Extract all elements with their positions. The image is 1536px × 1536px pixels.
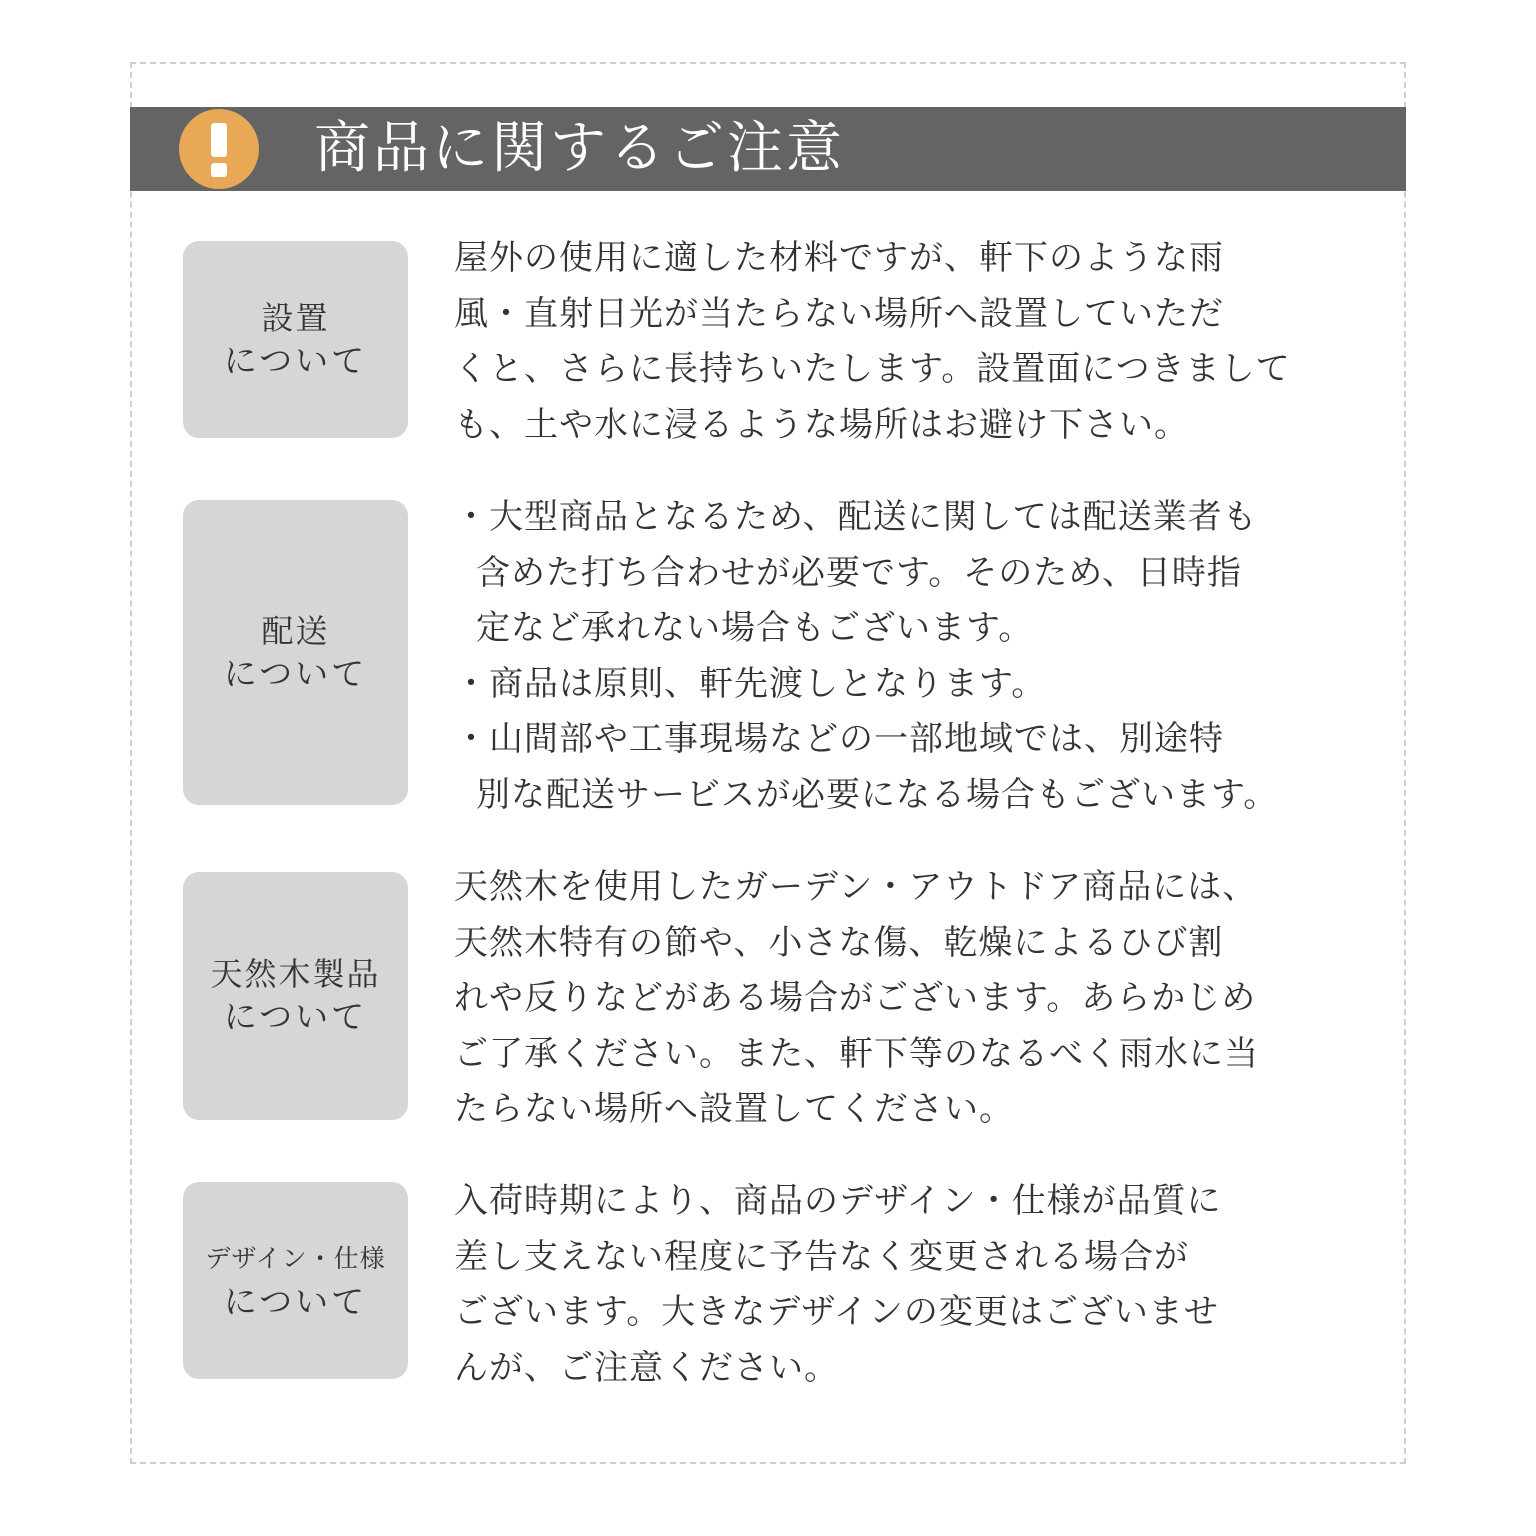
text-line: 天然木を使用したガーデン・アウトドア商品には、 (454, 867, 1258, 907)
text-line: ご了承ください。また、軒下等のなるべく雨水に当 (454, 1033, 1259, 1074)
section-text-natural-wood (454, 860, 1394, 1138)
text-line: 入荷時期により、商品のデザイン・仕様が品質に (454, 1181, 1222, 1221)
text-line: ・大型商品となるため、配送に関しては配送業者も (454, 497, 1258, 537)
section-text-design-spec (454, 1174, 1394, 1396)
section-label-delivery (183, 500, 408, 805)
section-label-title: デザイン・仕様 (205, 1243, 386, 1273)
text-line: 屋外の使用に適した材料ですが、軒下のような雨 (454, 238, 1224, 278)
text-line: ・山間部や工事現場などの一部地域では、別途特 (454, 719, 1224, 759)
text-line: 含めた打ち合わせが必要です。そのため、日時指 (476, 552, 1242, 593)
text-line: ございます。大きなデザインの変更はございませ (454, 1292, 1219, 1332)
section-label-title: 設置 (261, 298, 330, 337)
text-line: れや反りなどがある場合がございます。あらかじめ (454, 978, 1257, 1018)
section-label-title: 配送 (261, 611, 330, 650)
text-line: 風・直射日光が当たらない場所へ設置していただ (454, 293, 1224, 334)
section-label-suffix: について (223, 653, 368, 693)
text-line: 定など承れない場合もございます。 (476, 608, 1034, 648)
text-line: 天然木特有の節や、小さな傷、乾燥によるひび割 (454, 922, 1224, 963)
text-line: も、土や水に浸るような場所はお避け下さい。 (454, 404, 1189, 445)
exclamation-icon (179, 109, 259, 189)
text-line: 別な配送サービスが必要になる場合もございます。 (476, 774, 1279, 815)
section-text-installation (454, 231, 1394, 453)
section-label-title: 天然木製品 (210, 955, 381, 993)
page-title: 商品に関するご注意 (314, 116, 845, 181)
text-line: たらない場所へ設置してください。 (454, 1089, 1014, 1129)
section-label-suffix: について (223, 1281, 368, 1321)
text-line: 差し支えない程度に予告なく変更される場合が (454, 1236, 1189, 1277)
exclamation-dot (211, 163, 227, 177)
section-label-natural-wood (183, 872, 408, 1120)
text-line: くと、さらに長持ちいたします。設置面につきまして (454, 349, 1291, 389)
section-label-design-spec (183, 1182, 408, 1379)
exclamation-bar (211, 123, 227, 157)
text-line: ・商品は原則、軒先渡しとなります。 (454, 663, 1047, 704)
text-line: んが、ご注意ください。 (454, 1347, 839, 1388)
notice-header (130, 107, 1406, 191)
section-label-suffix: について (223, 340, 368, 380)
section-label-suffix: について (223, 997, 368, 1036)
section-label-installation (183, 241, 408, 438)
section-text-delivery (454, 490, 1394, 823)
